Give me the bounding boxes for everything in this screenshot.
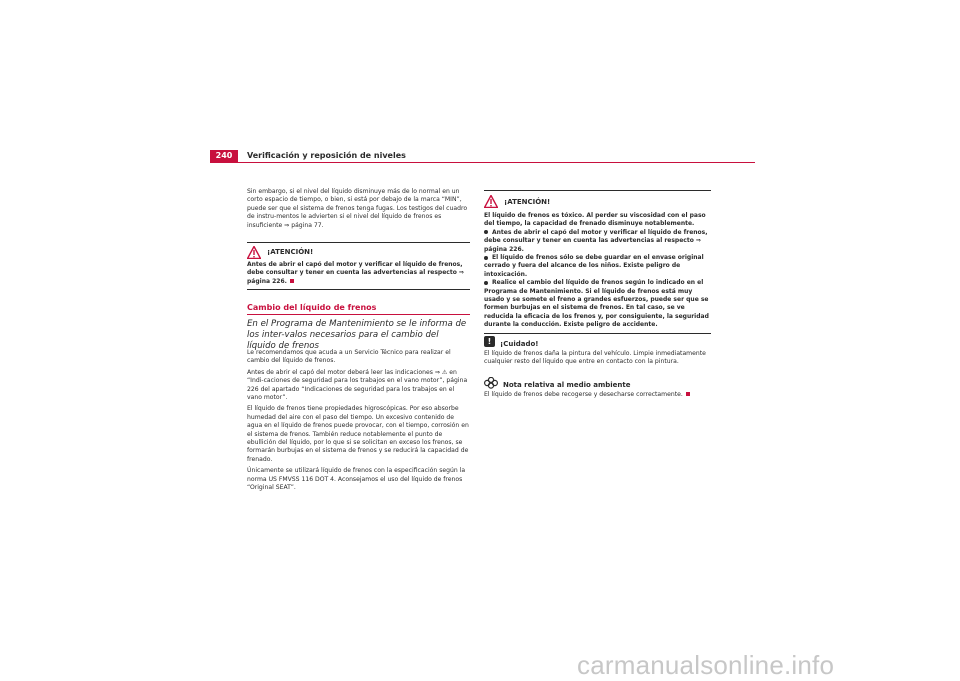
environment-flower-icon [484,377,498,389]
environment-note [484,376,711,399]
paragraph: El líquido de frenos tiene propiedades higroscópicas. Por eso absorbe humedad del aire con el paso del tiempo. Un excesivo contenido de agua en el líquido de frenos puede provocar, con el tiempo, corrosión en el sistema de frenos. También reduce notablemente el punto de ebullición del líquido, por lo que si se solicitan en exceso los frenos, se formarán burbujas en el sistema de frenos y se reducirá la capacidad de frenado. [247,405,469,463]
environment-body [484,391,711,399]
warning-triangle-icon [247,246,261,259]
intro-text: Sin embargo, si el nivel del líquido disminuye más de lo normal en un corto espacio de tiempo, o bien, si está por debajo de la marca “MIN”, puede ser que el sistema de frenos tenga fugas. Los testigos del cuadro de instru-mentos le advierten si el nivel del líquido de frenos es insuficiente ⇒ página 77. [247,188,468,229]
caution-body: El líquido de frenos daña la pintura del vehículo. Limpie inmediatamente cualquier resto del líquido que entre en contacto con la pintura. [484,350,706,366]
exclamation-icon: ! [484,336,495,347]
paragraph: Le recomendamos que acuda a un Servicio Técnico para realizar el cambio del líquido de frenos. [247,349,451,365]
section-heading [247,303,470,315]
paragraph: Antes de abrir el capó del motor deberá leer las indicaciones ⇒ ⚠ en “Indi-caciones de seguridad para los trabajos en el vano motor”, página 226 del apartado “Indicaciones de seguridad para los trabajos en el vano motor”. [247,368,468,402]
caution-header [484,334,711,348]
section-divider [247,314,470,315]
caution-note [484,334,711,367]
environment-title: Nota relativa al medio ambiente [503,381,631,389]
chapter-title: Verificación y reposición de niveles [247,151,406,160]
section-title: Cambio del líquido de frenos [247,303,377,312]
bullet-icon [484,256,488,260]
body-text-left [247,349,470,496]
watermark: carmanualsonline.info [577,650,835,680]
warning-header [247,243,470,261]
warning-intro: El líquido de frenos es tóxico. Al perder su viscosidad con el paso del tiempo, la capacidad de frenado disminuye notablemente. [484,212,706,228]
warning-title: ¡ATENCIÓN! [504,197,551,206]
bullet-icon [484,230,488,234]
warning-body [484,212,711,333]
section-subtitle: En el Programa de Mantenimiento se le informa de los inter-valos necesarios para el cambio del líquido de frenos [247,319,467,351]
environment-header [484,376,711,389]
bullet-text: El líquido de frenos sólo se debe guardar en el envase original cerrado y fuera del alcance de los niños. Existe peligro de intoxicación. [484,254,704,278]
warning-body-text: Antes de abrir el capó del motor y verificar el líquido de frenos, debe consultar y tener en cuenta las advertencias al respecto ⇒ página 226. [247,261,464,285]
page-number: 240 [210,150,238,162]
end-marker-icon [290,279,294,283]
warning-body [247,261,470,289]
warning-title: ¡ATENCIÓN! [267,248,314,256]
header-divider [210,162,755,163]
caution-title: ¡Cuidado! [500,340,539,348]
bullet-text: Realice el cambio del líquido de frenos según lo indicado en el Programa de Mantenimiento. Si el líquido de frenos está muy usado y se somete el freno a grandes esfuerzos, puede ser que se formen burbujas en el sistema de frenos. En tal caso, se ve reducida la eficacia de los frenos y, por consiguiente, la seguridad durante la conducción. Existe peligro de accidente. [484,279,709,329]
warning-box-right [484,190,711,334]
paragraph: Únicamente se utilizará líquido de frenos con la especificación según la norma US FMVSS 116 DOT 4. Aconsejamos el uso del líquido de frenos “Original SEAT”. [247,467,466,492]
warning-bullet [484,254,711,279]
intro-paragraph [247,188,470,233]
warning-bullet [484,279,711,329]
warning-box-left [247,242,470,290]
environment-body-text: El líquido de frenos debe recogerse y desecharse correctamente. [484,391,683,398]
bullet-text: Antes de abrir el capó del motor y verificar el líquido de frenos, debe consultar y tener en cuenta las advertencias al respecto ⇒ página 226. [484,228,708,253]
end-marker-icon [686,392,690,396]
warning-header [484,191,711,212]
warning-triangle-icon [484,195,498,208]
warning-bullet [484,229,711,254]
bullet-icon [484,281,488,285]
